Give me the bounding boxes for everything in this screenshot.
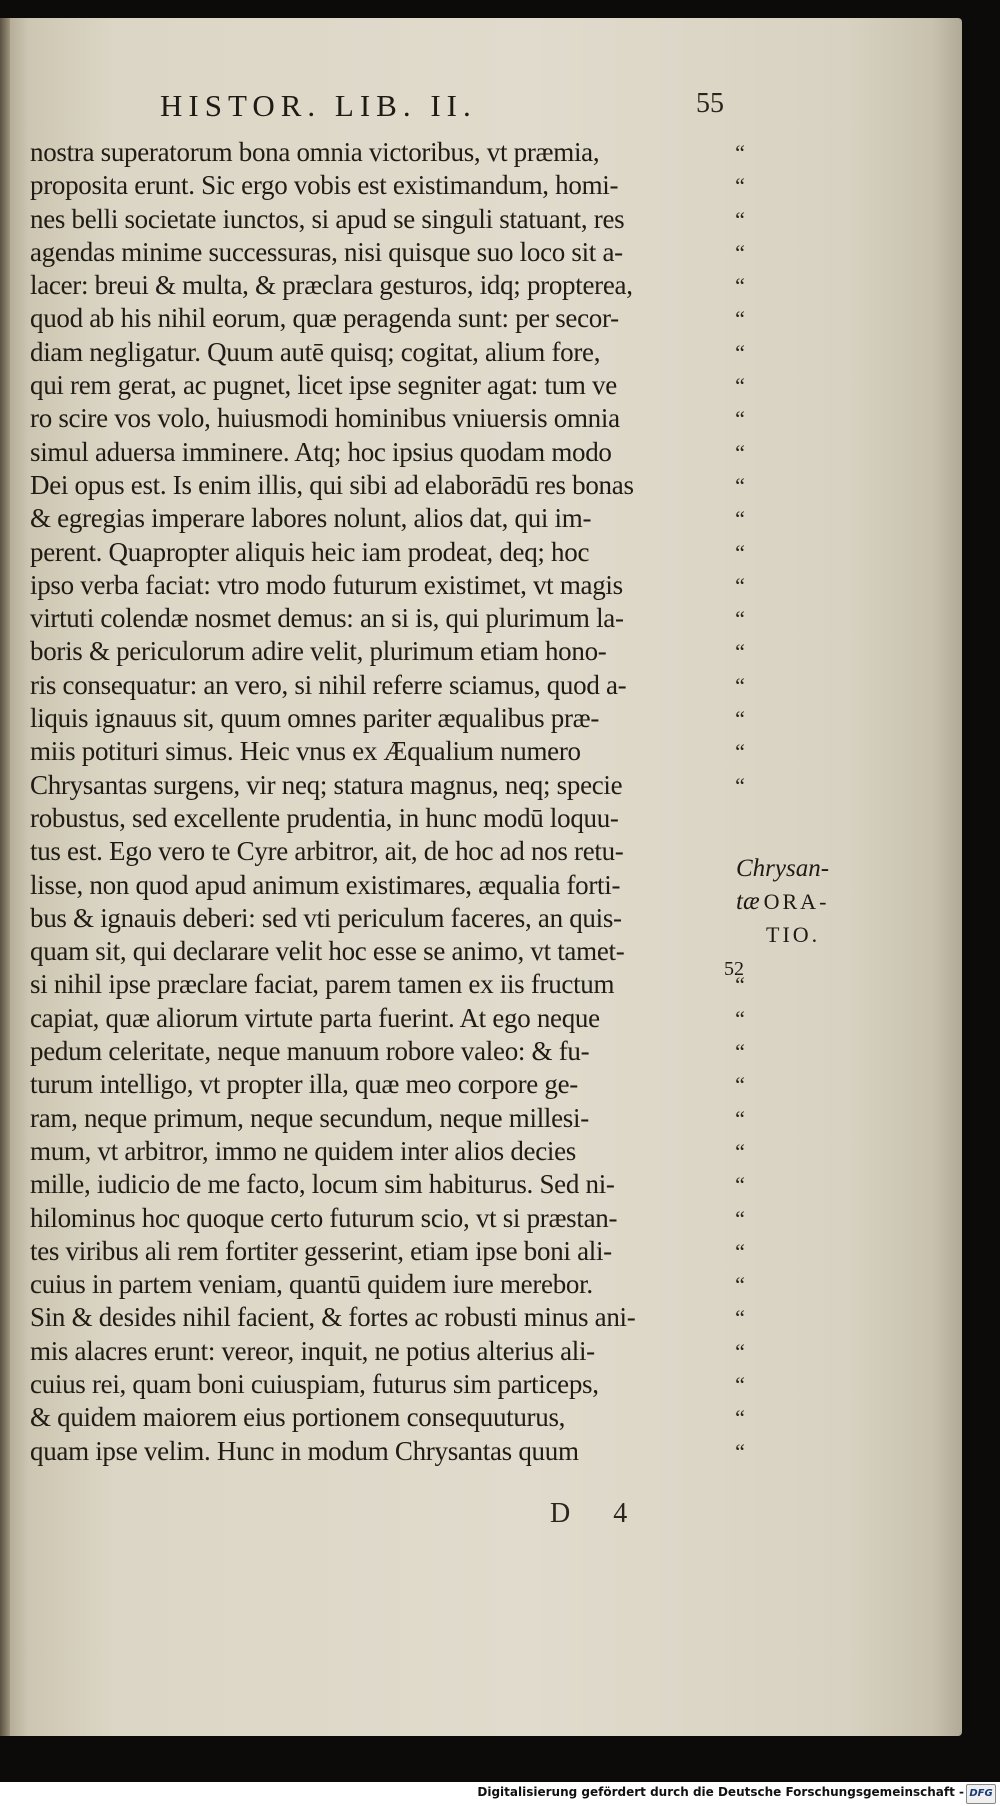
quotation-mark: “ (735, 1438, 745, 1464)
text-line: lacer: breui & multa, & præclara gesturos, idq; propterea, (30, 270, 633, 301)
text-line: mum, vt arbitror, immo ne quidem inter alios decies (30, 1135, 576, 1166)
text-line: & egregias imperare labores nolunt, alios dat, qui im- (30, 503, 592, 534)
text-line: Chrysantas surgens, vir neq; statura magnus, neq; specie (30, 769, 623, 800)
text-line: ro scire vos volo, huiusmodi hominibus vniuersis omnia (30, 403, 620, 434)
quotation-mark: “ (735, 1405, 745, 1431)
text-line: tes viribus ali rem fortiter gesserint, etiam ipse boni ali- (30, 1235, 612, 1266)
text-line: proposita erunt. Sic ergo vobis est existimandum, homi- (30, 170, 619, 201)
quotation-mark: “ (735, 1172, 745, 1198)
digitization-footer (0, 1782, 1000, 1806)
margin-note-name: Chrysan- (736, 855, 830, 882)
book-page (0, 18, 962, 1736)
text-line: robustus, sed excellente prudentia, in hunc modū loquu- (30, 802, 619, 833)
dfg-logo: DFG (966, 1784, 996, 1804)
quotation-mark: “ (735, 1371, 745, 1397)
text-line: qui rem gerat, ac pugnet, licet ipse segniter agat: tum ve (30, 370, 617, 401)
quotation-marks-column (720, 136, 760, 1468)
quotation-mark: “ (735, 239, 745, 265)
text-line: Sin & desides nihil facient, & fortes ac robusti minus ani- (30, 1302, 636, 1333)
margin-note-oratio-2: TIO. (766, 922, 821, 947)
text-line: bus & ignauis deberi: sed vti periculum faceres, an quis- (30, 902, 622, 933)
quotation-mark: “ (735, 539, 745, 565)
text-line: nostra superatorum bona omnia victoribus, vt præmia, (30, 137, 600, 167)
text-line: quod ab his nihil eorum, quæ peragenda sunt: per secor- (30, 303, 619, 334)
text-line: quam sit, qui declarare velit hoc esse se animo, vt tamet- (30, 936, 625, 967)
quotation-mark: “ (735, 706, 745, 732)
quotation-mark: “ (735, 173, 745, 199)
quotation-mark: “ (735, 306, 745, 332)
text-line: cuius in partem veniam, quantū quidem iure merebor. (30, 1269, 593, 1300)
quotation-mark: “ (735, 672, 745, 698)
text-line: cuius rei, quam boni cuiuspiam, futurus sim particeps, (30, 1368, 599, 1399)
running-title: HISTOR. LIB. II. (160, 88, 477, 123)
text-line: perent. Quapropter aliquis heic iam prodeat, deq; hoc (30, 536, 590, 567)
quotation-mark: “ (735, 1305, 745, 1331)
text-line: capiat, quæ aliorum virtute parta fuerint. At ego neque (30, 1002, 600, 1033)
text-line: ipso verba faciat: vtro modo futurum existimet, vt magis (30, 569, 623, 600)
quotation-mark: “ (735, 1072, 745, 1098)
text-line: hilominus hoc quoque certo futurum scio, vt si præstan- (30, 1202, 618, 1233)
quotation-mark: “ (735, 1105, 745, 1131)
quotation-mark: “ (735, 1005, 745, 1031)
quotation-mark: “ (735, 506, 745, 532)
quotation-mark: “ (735, 606, 745, 632)
text-line: tus est. Ego vero te Cyre arbitror, ait, de hoc ad nos retu- (30, 836, 624, 867)
quotation-mark: “ (735, 1238, 745, 1264)
quotation-mark: “ (735, 1138, 745, 1164)
text-line: ram, neque primum, neque secundum, neque millesi- (30, 1102, 589, 1133)
text-line: boris & periculorum adire velit, plurimum etiam hono- (30, 636, 607, 667)
quotation-mark: “ (735, 1272, 745, 1298)
margin-note-number: 52 (724, 958, 744, 980)
text-line: si nihil ipse præclare faciat, parem tamen ex iis fructum (30, 969, 615, 1000)
quotation-mark: “ (735, 140, 745, 165)
quotation-mark: “ (735, 472, 745, 498)
text-line: mille, iudicio de me facto, locum sim habiturus. Sed ni- (30, 1169, 615, 1200)
text-line: mis alacres erunt: vereor, inquit, ne potius alterius ali- (30, 1335, 595, 1366)
page-number: 55 (696, 88, 724, 119)
quotation-mark: “ (735, 406, 745, 432)
text-line: nes belli societate iunctos, si apud se singuli statuant, res (30, 203, 625, 234)
quotation-mark (720, 802, 760, 835)
body-text (30, 136, 730, 1468)
margin-note-oratio-1: ORA- (763, 889, 830, 914)
quotation-mark: “ (735, 1205, 745, 1231)
quotation-mark: “ (735, 972, 745, 998)
text-line: lisse, non quod apud animum existimares, æqualia forti- (30, 869, 621, 900)
quotation-mark: “ (735, 339, 745, 365)
funding-credit: Digitalisierung gefördert durch die Deutsche Forschungsgemeinschaft - (477, 1785, 964, 1799)
text-line: diam negligatur. Quum autē quisq; cogitat, alium fore, (30, 336, 601, 367)
text-line: turum intelligo, vt propter illa, quæ meo corpore ge- (30, 1069, 578, 1100)
quotation-mark: “ (735, 439, 745, 465)
signature-mark: D 4 (550, 1498, 646, 1529)
quotation-mark: “ (735, 206, 745, 232)
text-line: & quidem maiorem eius portionem consequuturus, (30, 1402, 566, 1433)
text-line: liquis ignauus sit, quum omnes pariter æqualibus præ- (30, 703, 600, 734)
text-line: pedum celeritate, neque manuum robore valeo: & fu- (30, 1036, 590, 1067)
text-line: miis potituri simus. Heic vnus ex Æqualium numero (30, 736, 581, 767)
text-line: quam ipse velim. Hunc in modum Chrysantas quum (30, 1435, 579, 1466)
quotation-mark: “ (735, 1338, 745, 1364)
margin-note-oration (736, 888, 829, 916)
quotation-mark: “ (735, 739, 745, 765)
quotation-mark: “ (735, 772, 745, 798)
quotation-mark: “ (735, 639, 745, 665)
text-line: agendas minime successuras, nisi quisque suo loco sit a- (30, 236, 623, 267)
quotation-mark: “ (735, 373, 745, 399)
text-line: virtuti colendæ nosmet demus: an si is, qui plurimum la- (30, 603, 624, 634)
quotation-mark: “ (735, 273, 745, 299)
text-line: ris consequatur: an vero, si nihil referre sciamus, quod a- (30, 669, 627, 700)
text-line: Dei opus est. Is enim illis, qui sibi ad elaborādū res bonas (30, 469, 634, 500)
margin-note-name-ending: tæ (736, 888, 760, 915)
quotation-mark: “ (735, 1039, 745, 1065)
quotation-mark: “ (735, 572, 745, 598)
text-line: simul aduersa imminere. Atq; hoc ipsius quodam modo (30, 436, 612, 467)
